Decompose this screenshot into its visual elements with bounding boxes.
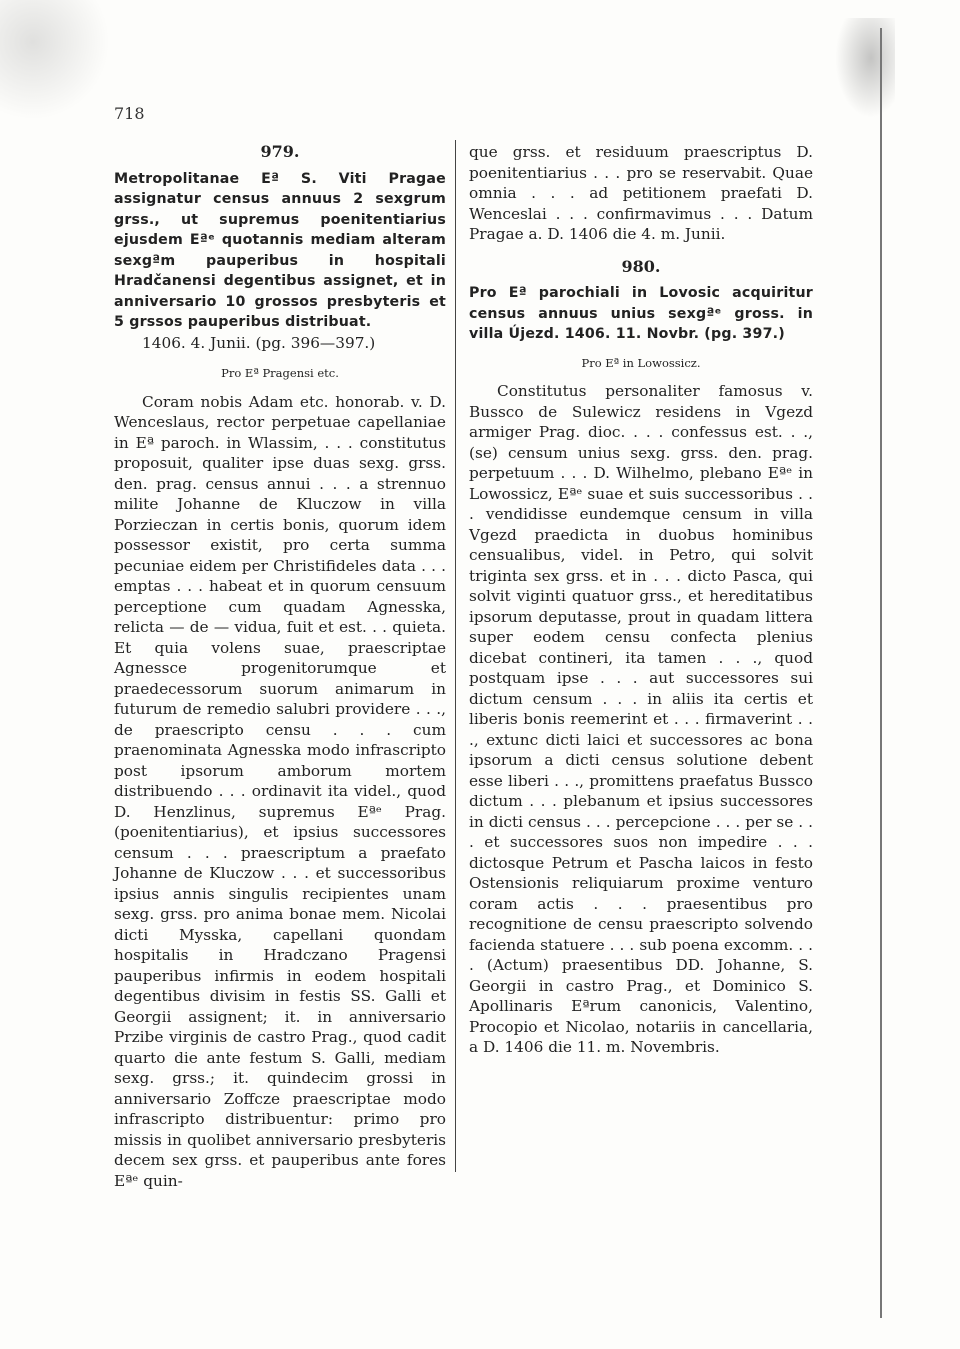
entry-continuation: que grss. et residuum praescriptus D. poenitentiarius . . . pro se reservabit. Quae omnia . . . ad petitionem praefati D. Wenceslai . . . confirmavimus . . . Datum Pragae a. D. 1406 die 4. m. Junii.	[469, 143, 813, 243]
left-column	[114, 142, 446, 1191]
right-column	[469, 142, 813, 1058]
entry-body: Coram nobis Adam etc. honorab. v. D. Wenceslaus, rector perpetuae capellaniae in Eª paroch. in Wlassim, . . . constitutus proposuit, qualiter ipse duas sexg. grss. den. prag. census annui . . . a strennuo milite Johanne de Kluczow in villa Porzieczan in certis bonis, quorum idem possessor existit, pro certa summa pecuniae eidem per Christifideles data . . . emptas . . . habeat et in quorum censuum perceptione cum quadam Agnesska, relicta — de — vidua, fuit et est. . . quieta. Et quia volens suae, praescriptae Agnessce progenitorumque et praedecessorum suorum animarum in futurum de remedio salubri providere . . ., de praescripto censu . . . cum praenominata Agnesska modo infrascripto post ipsorum amborum mortem distribuendo . . . ordinavit ita videl., quod D. Henzlinus, supremus Eªᵉ Prag. (poenitentiarius), et ipsius successores censum . . . praescriptum a praefato Johanne de Kluczow . . . et successoribus ipsius annis singulis recipientes unam sexg. grss. pro anima bonae mem. Nicolai dicti Mysska, capellani quondam hospitalis in Hradczano Pragensi pauperibus infirmis in eodem hospitali degentibus divisim in festis SS. Galli et Georgii assignent; it. in anniversario Przibe virginis de castro Prag., quod cadit quarto die ante festum S. Galli, mediam sexg. grss.; it. quindecim grossi in anniversario Zoffcze praescriptae modo infrascripto distribuentur: primo pro missis in quolibet anniversario presbyteris decem sex grss. et pauperibus ante fores Eªᵉ quin-	[114, 392, 446, 1190]
entry-pro-line: Pro Eª Pragensi etc.	[221, 366, 339, 380]
entry-body: Constitutus personaliter famosus v. Bussco de Sulewicz residens in Vgezd armiger Prag. dioc. . . . confessus est. . ., (se) censum unius sexg. grss. den. prag. perpetuum . . . D. Wilhelmo, plebano Eªᵉ in Lowossicz, Eªᵉ suae et suis successoribus . . . vendidisse eundemque censum in villa Vgezd praedicta in duobus hominibus censualibus, videl. in Petro, qui solvit triginta sex grss. et in . . . dicto Pasca, qui solvit viginti quatuor grss., et hereditatibus ipsorum deputasse, prout in quadam littera super eodem censu confecta plenius dicebat contineri, ita tamen . . ., quod postquam ipse . . . aut successores sui dictum censum . . . in aliis ita certis et liberis bonis reemerint et . . . firmaverint . . ., extunc dicti laici et successores ac bona ipsorum a dicti census solutione debent esse liberi . . ., promittens praefatus Bussco dictum . . . plebanum et ipsius successores in dicti census . . . percepcione . . . per se . . . et successores suos non impedire . . . dictosque Petrum et Pascha laicos in festo Ostensionis reliquiarum proxime venturo coram actis . . . praesentibus pro recognitione de censu praescripto solvendo facienda statuere . . . sub poena excomm. . . . (Actum) praesentibus DD. Johanne, S. Georgii in castro Prag., et Dominico S. Apollinaris Eªrum canonicis, Valentino, Procopio et Nicolao, notariis in cancellaria, a D. 1406 die 11. m. Novembris.	[469, 382, 813, 1056]
entry-headline: Metropolitanae Eª S. Viti Pragae assignatur census annuus 2 sexgrum grss., ut supremus poenitentiarius ejusdem Eªᵉ quotannis mediam alteram sexgªm pauperibus in hospitali Hradčanensi degentibus assignet, et in anniversario 10 grossos presbyteris et 5 grssos pauperibus distribuat.	[114, 170, 446, 330]
page-number: 718	[114, 104, 145, 123]
entry-number: 979.	[260, 142, 300, 161]
entry-pro-line: Pro Eª in Lowossicz.	[581, 355, 701, 370]
scan-smudge	[0, 0, 110, 120]
entry-date: 1406. 4. Junii. (pg. 396—397.)	[142, 333, 376, 352]
entry-number: 980.	[621, 256, 661, 276]
page-edge-line	[880, 28, 882, 1318]
scan-smudge	[835, 18, 895, 118]
column-divider	[455, 140, 456, 1172]
entry-headline: Pro Eª parochiali in Lovosic acquiritur census annuus unius sexgªᵉ gross. in villa Újezd. 1406. 11. Novbr. (pg. 397.)	[469, 285, 813, 342]
